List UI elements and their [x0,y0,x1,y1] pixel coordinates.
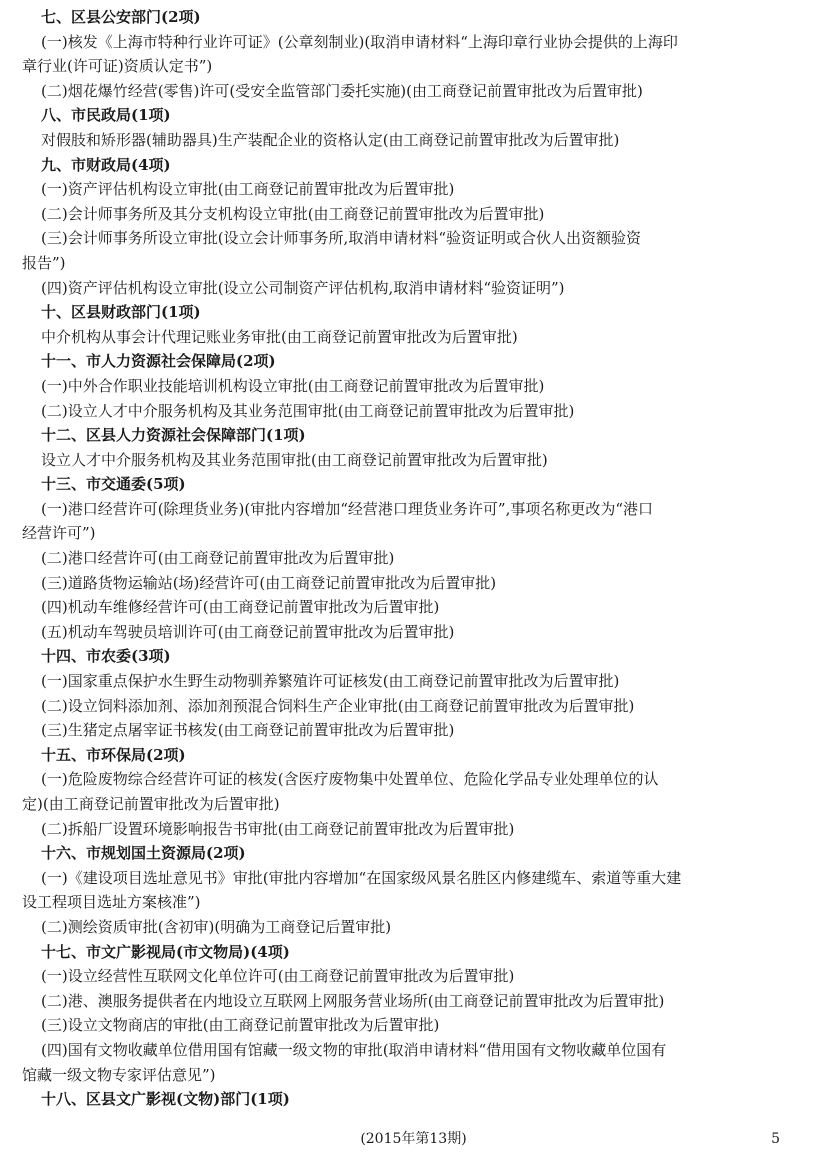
list-item: (二)会计师事务所及其分支机构设立审批(由工商登记前置审批改为后置审批) [41,204,545,223]
list-item: (三)设立文物商店的审批(由工商登记前置审批改为后置审批) [41,1016,440,1035]
item-continuation: 经营许可”) [22,524,96,543]
item-continuation: 馆藏一级文物专家评估意见”) [22,1065,216,1084]
section-heading: 八、市民政局(1项) [41,106,171,125]
page-footer [0,1128,827,1150]
section-heading: 十一、市人力资源社会保障局(2项) [41,352,276,371]
list-item: (二)拆船厂设置环境影响报告书审批(由工商登记前置审批改为后置审批) [41,819,515,838]
item-continuation: 设工程项目选址方案核准”) [22,893,201,912]
item-continuation: 报告”) [22,253,66,272]
list-item: (二)设立饲料添加剂、添加剂预混合饲料生产企业审批(由工商登记前置审批改为后置审批) [41,696,635,715]
list-item: (二)测绘资质审批(含初审)(明确为工商登记后置审批) [41,917,392,936]
document-body [22,0,804,1112]
list-item: (二)港口经营许可(由工商登记前置审批改为后置审批) [41,549,395,568]
section-heading: 十七、市文广影视局(市文物局)(4项) [41,942,290,961]
list-item: (五)机动车驾驶员培训许可(由工商登记前置审批改为后置审批) [41,622,455,641]
list-item: (一)危险废物综合经营许可证的核发(含医疗废物集中处置单位、危险化学品专业处理单位的认 [41,770,659,789]
section-heading: 七、区县公安部门(2项) [41,8,201,26]
list-item: (三)道路货物运输站(场)经营许可(由工商登记前置审批改为后置审批) [41,573,497,592]
section-heading: 十四、市农委(3项) [41,647,171,666]
list-item: (二)港、澳服务提供者在内地设立互联网上网服务营业场所(由工商登记前置审批改为后置审批) [41,991,665,1010]
list-item: (四)资产评估机构设立审批(设立公司制资产评估机构,取消申请材料“验资证明”) [41,278,565,297]
list-item: 中介机构从事会计代理记账业务审批(由工商登记前置审批改为后置审批) [41,327,518,346]
list-item: (一)设立经营性互联网文化单位许可(由工商登记前置审批改为后置审批) [41,967,515,986]
page-number: 5 [771,1131,780,1147]
issue-label: (2015年第13期) [360,1131,467,1147]
section-heading: 九、市财政局(4项) [41,155,171,174]
list-item: (一)中外合作职业技能培训机构设立审批(由工商登记前置审批改为后置审批) [41,376,545,395]
section-heading: 十六、市规划国土资源局(2项) [41,844,246,863]
list-item: (二)设立人才中介服务机构及其业务范围审批(由工商登记前置审批改为后置审批) [41,401,575,420]
section-heading: 十八、区县文广影视(文物)部门(1项) [41,1090,290,1109]
section-heading: 十二、区县人力资源社会保障部门(1项) [41,426,306,445]
section-heading: 十、区县财政部门(1项) [41,303,201,322]
item-continuation: 章行业(许可证)资质认定书”) [22,57,213,76]
list-item: 对假肢和矫形器(辅助器具)生产装配企业的资格认定(由工商登记前置审批改为后置审批) [41,130,620,149]
list-item: (三)会计师事务所设立审批(设立会计师事务所,取消申请材料“验资证明或合伙人出资额验资 [41,229,641,248]
list-item: 设立人才中介服务机构及其业务范围审批(由工商登记前置审批改为后置审批) [41,450,548,469]
list-item: (一)资产评估机构设立审批(由工商登记前置审批改为后置审批) [41,180,455,199]
item-continuation: 定)(由工商登记前置审批改为后置审批) [22,795,280,813]
list-item: (一)港口经营许可(除理货业务)(审批内容增加“经营港口理货业务许可”,事项名称更改为“港口 [41,499,654,518]
list-item: (二)烟花爆竹经营(零售)许可(受安全监管部门委托实施)(由工商登记前置审批改为后置审批) [41,81,643,100]
list-item: (一)国家重点保护水生野生动物驯养繁殖许可证核发(由工商登记前置审批改为后置审批) [41,672,620,691]
list-item: (一)核发《上海市特种行业许可证》(公章刻制业)(取消申请材料“上海印章行业协会提供的上海印 [41,32,678,51]
section-heading: 十三、市交通委(5项) [41,475,186,494]
list-item: (三)生猪定点屠宰证书核发(由工商登记前置审批改为后置审批) [41,721,455,740]
list-item: (四)国有文物收藏单位借用国有馆藏一级文物的审批(取消申请材料“借用国有文物收藏单位国有 [41,1040,667,1059]
list-item: (四)机动车维修经营许可(由工商登记前置审批改为后置审批) [41,598,440,617]
list-item: (一)《建设项目选址意见书》审批(审批内容增加“在国家级风景名胜区内修建缆车、索道等重大建 [41,868,682,887]
section-heading: 十五、市环保局(2项) [41,745,186,764]
